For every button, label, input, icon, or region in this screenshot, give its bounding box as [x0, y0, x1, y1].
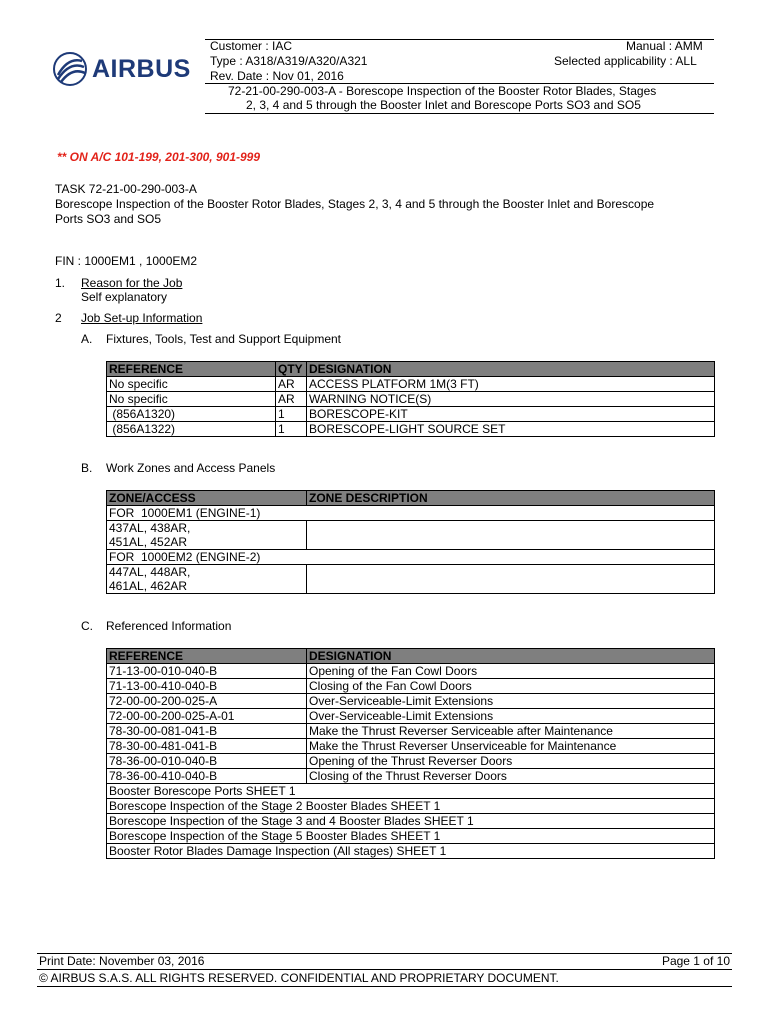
section-1-title: Reason for the Job: [81, 276, 183, 290]
section-2-number: 2: [55, 311, 62, 325]
subsection-b-letter: B.: [81, 461, 93, 475]
cell-designation: ACCESS PLATFORM 1M(3 FT): [307, 377, 715, 392]
cell-designation: Make the Thrust Reverser Serviceable after Maintenance: [307, 724, 715, 739]
ref-figure-link[interactable]: Borescope Inspection of the Stage 5 Booster Blades SHEET 1: [107, 829, 715, 844]
section-1-text: Self explanatory: [81, 290, 168, 304]
table-row: [107, 784, 715, 799]
table-row: [107, 814, 715, 829]
zone-access-line: 461AL, 462AR: [109, 579, 188, 593]
cell-designation: Closing of the Thrust Reverser Doors: [307, 769, 715, 784]
ref-link[interactable]: 71-13-00-410-040-B: [107, 679, 307, 694]
page-number: Page 1 of 10: [661, 954, 730, 968]
table-row: [107, 392, 715, 407]
zone-access-line: 447AL, 448AR,: [109, 565, 191, 579]
footer-row-2: [37, 969, 732, 986]
table-row: [107, 565, 715, 594]
cell-reference: (856A1320): [107, 407, 276, 422]
zone-access-cell: [107, 565, 307, 594]
cell-designation: Closing of the Fan Cowl Doors: [307, 679, 715, 694]
header-task-title-2: 2, 3, 4 and 5 through the Booster Inlet and Borescope Ports SO3 and SO5: [246, 98, 641, 112]
task-title-1: Borescope Inspection of the Booster Rotor Blades, Stages 2, 3, 4 and 5 through the Booster Inlet and Borescope: [55, 197, 655, 211]
ref-figure-link[interactable]: Booster Rotor Blades Damage Inspection (All stages) SHEET 1: [107, 844, 715, 859]
table-row: [107, 550, 715, 565]
table-row: [107, 377, 715, 392]
ref-figure-link[interactable]: Booster Borescope Ports SHEET 1: [107, 784, 715, 799]
col-designation: DESIGNATION: [307, 649, 715, 664]
fin-label: FIN : 1000EM1 , 1000EM2: [55, 254, 198, 268]
table-row: [107, 694, 715, 709]
zones-table-header: [107, 491, 715, 506]
table-row: [107, 799, 715, 814]
table-row: [107, 829, 715, 844]
rev-date-label: Rev. Date : Nov 01, 2016: [210, 69, 344, 83]
table-row: [107, 844, 715, 859]
section-2-title: Job Set-up Information: [81, 311, 203, 325]
zone-group-engine-2: FOR 1000EM2 (ENGINE-2): [107, 550, 715, 565]
ref-link[interactable]: 78-30-00-481-041-B: [107, 739, 307, 754]
table-row: [107, 679, 715, 694]
cell-designation: Opening of the Thrust Reverser Doors: [307, 754, 715, 769]
table-row: [107, 407, 715, 422]
cell-reference: No specific: [107, 377, 276, 392]
table-row: [107, 521, 715, 550]
tools-table-header: [107, 362, 715, 377]
cell-designation: WARNING NOTICE(S): [307, 392, 715, 407]
zone-group-engine-1: FOR 1000EM1 (ENGINE-1): [107, 506, 715, 521]
logo-text: AIRBUS: [92, 55, 191, 83]
cell-designation: Make the Thrust Reverser Unserviceable for Maintenance: [307, 739, 715, 754]
manual-label: Manual : AMM: [626, 39, 703, 53]
zones-table: [106, 490, 715, 594]
table-row: [107, 506, 715, 521]
applicability-label: Selected applicability : ALL: [554, 54, 697, 68]
print-date: Print Date: November 03, 2016: [39, 954, 205, 968]
referenced-info-table: [106, 648, 715, 859]
col-reference: REFERENCE: [107, 362, 276, 377]
table-row: [107, 664, 715, 679]
col-designation: DESIGNATION: [307, 362, 715, 377]
cell-designation: BORESCOPE-KIT: [307, 407, 715, 422]
task-id: TASK 72-21-00-290-003-A: [55, 182, 197, 196]
subsection-b-title: Work Zones and Access Panels: [106, 461, 276, 475]
col-zone-description: ZONE DESCRIPTION: [307, 491, 715, 506]
ref-figure-link[interactable]: Borescope Inspection of the Stage 2 Booster Blades SHEET 1: [107, 799, 715, 814]
zone-description-cell: [307, 521, 715, 550]
table-row: [107, 724, 715, 739]
cell-designation: Over-Serviceable-Limit Extensions: [307, 694, 715, 709]
subsection-c-letter: C.: [81, 619, 93, 633]
ref-table-header: [107, 649, 715, 664]
ref-link[interactable]: 78-36-00-010-040-B: [107, 754, 307, 769]
cell-designation: BORESCOPE-LIGHT SOURCE SET: [307, 422, 715, 437]
cell-reference: (856A1322): [107, 422, 276, 437]
ref-link[interactable]: 72-00-00-200-025-A: [107, 694, 307, 709]
col-qty: QTY: [276, 362, 307, 377]
table-row: [107, 422, 715, 437]
airbus-globe-icon: [52, 51, 88, 87]
cell-designation: Opening of the Fan Cowl Doors: [307, 664, 715, 679]
header-bottom-rule: [205, 113, 714, 114]
customer-label: Customer : IAC: [210, 39, 293, 53]
ref-link[interactable]: 72-00-00-200-025-A-01: [107, 709, 307, 724]
zone-access-line: 437AL, 438AR,: [109, 521, 191, 535]
cell-qty: AR: [276, 377, 307, 392]
tools-table: [106, 361, 715, 437]
ref-link[interactable]: 71-13-00-010-040-B: [107, 664, 307, 679]
cell-qty: 1: [276, 422, 307, 437]
effectivity-note: ** ON A/C 101-199, 201-300, 901-999: [57, 150, 261, 164]
task-title-2: Ports SO3 and SO5: [55, 212, 162, 226]
table-row: [107, 739, 715, 754]
footer: [37, 953, 732, 987]
zone-access-line: 451AL, 452AR: [109, 535, 188, 549]
type-label: Type : A318/A319/A320/A321: [210, 54, 368, 68]
ref-link[interactable]: 78-36-00-410-040-B: [107, 769, 307, 784]
table-row: [107, 769, 715, 784]
subsection-a-letter: A.: [81, 332, 93, 346]
zone-access-cell: [107, 521, 307, 550]
airbus-logo: [52, 49, 198, 89]
subsection-a-title: Fixtures, Tools, Test and Support Equipment: [106, 332, 342, 346]
header-task-title-1: 72-21-00-290-003-A - Borescope Inspection of the Booster Rotor Blades, Stages: [228, 84, 657, 98]
col-reference: REFERENCE: [107, 649, 307, 664]
table-row: [107, 754, 715, 769]
cell-qty: 1: [276, 407, 307, 422]
ref-link[interactable]: 78-30-00-081-041-B: [107, 724, 307, 739]
subsection-c-title: Referenced Information: [106, 619, 232, 633]
ref-figure-link[interactable]: Borescope Inspection of the Stage 3 and 4 Booster Blades SHEET 1: [107, 814, 715, 829]
table-row: [107, 709, 715, 724]
cell-reference: No specific: [107, 392, 276, 407]
section-1-number: 1.: [55, 276, 66, 290]
zone-description-cell: [307, 565, 715, 594]
footer-row-1: [37, 954, 732, 969]
copyright-notice: © AIRBUS S.A.S. ALL RIGHTS RESERVED. CONFIDENTIAL AND PROPRIETARY DOCUMENT.: [39, 971, 559, 985]
cell-designation: Over-Serviceable-Limit Extensions: [307, 709, 715, 724]
col-zone-access: ZONE/ACCESS: [107, 491, 307, 506]
cell-qty: AR: [276, 392, 307, 407]
